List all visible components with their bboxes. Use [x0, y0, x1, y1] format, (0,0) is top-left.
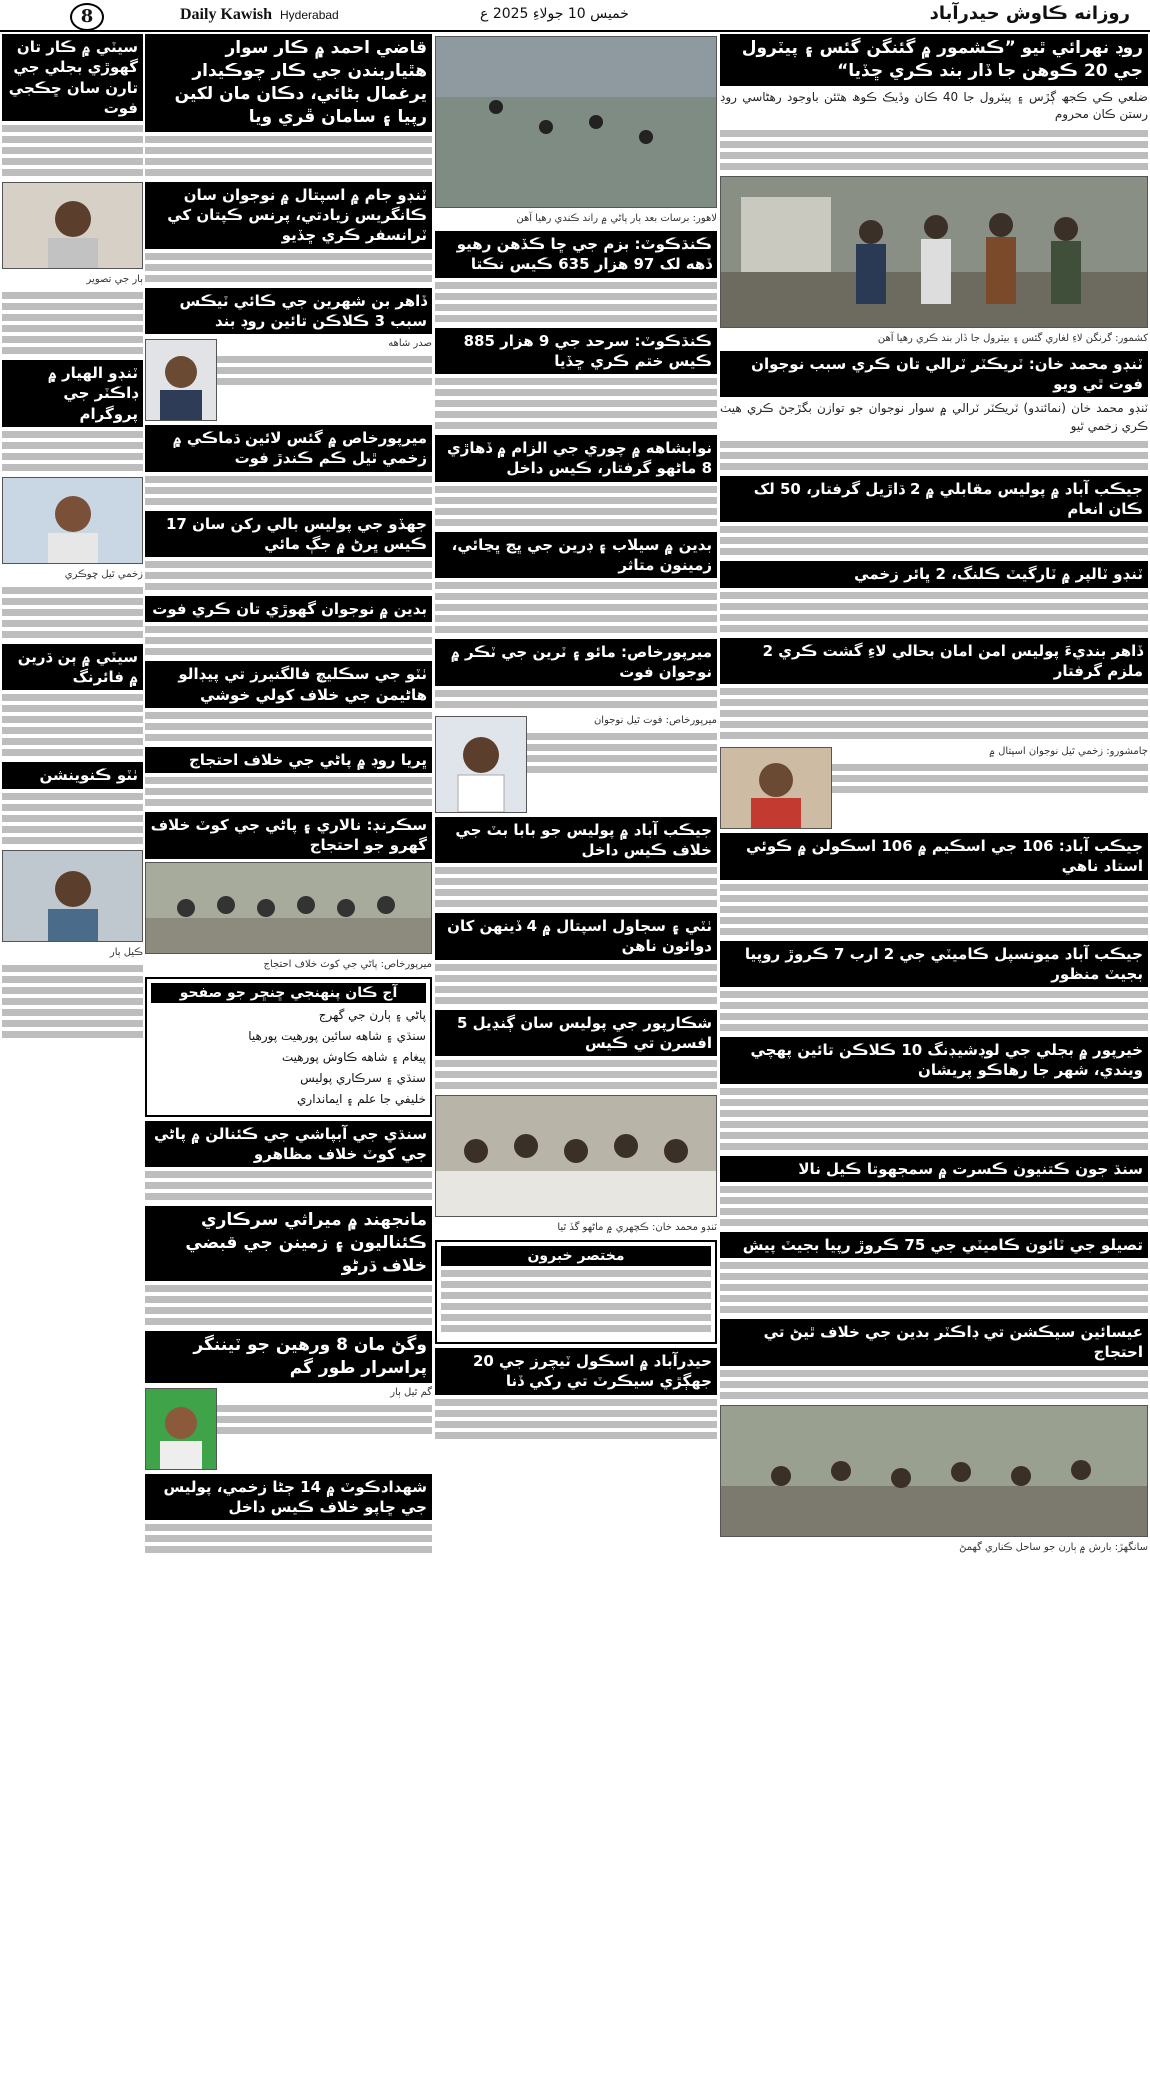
photo-caption: ميرپورخاص: فوت ٿيل نوجوان: [593, 714, 717, 726]
headline: ٽنڊو محمد خان: ٽريڪٽر ٽرالي تان ڪري سبب نوجوان فوت ٿي ويو: [720, 351, 1148, 398]
photo-caption: کشمور: گرنگن لاءِ لغاري گئس ۽ بيٽرول جا ڏار بند ڪري رهيا آهن: [877, 332, 1148, 344]
box-item: سنڌي ۽ شاهه سائين پورهيت پورهيا: [248, 1028, 426, 1043]
news-photo: [145, 862, 432, 954]
text-block: [720, 1186, 1148, 1226]
text-block: [435, 486, 717, 526]
text-block: [720, 991, 1148, 1031]
text-block: [435, 282, 717, 322]
headline: وگڻ مان 8 ورهين جو ٽيننگر پراسرار طور گم: [145, 1331, 432, 1383]
headline: ڏاهر بنديءَ پولیس امن امان بحالي لاءِ گشت ڪري 2 ملزم گرفتار: [720, 638, 1148, 685]
headline: جيڪب آباد ۾ پوليس مقابلي ۾ 2 ڌاڙيل گرفتار، 50 لک ڪان انعام: [720, 476, 1148, 523]
headline: ٽنڊو الهيار ۾ ڊاڪٽر جي پروگرام: [2, 360, 143, 427]
column-2: [435, 34, 717, 2086]
headline: ميرپورخاص ۾ گئس لائين ڌماڪي ۾ زخمي ٿيل ڪم ڪندڙ فوت: [145, 425, 432, 472]
article-text: ٽنڊو محمد خان (نمائندو) ٽريڪٽر ٽرالي ۾ سوار نوجوان جو توازن بگڙجڻ ڪري هيٺ ڪري زخمي ٿيو: [720, 401, 1148, 433]
photo-caption: گم ٿيل ٻار: [390, 1386, 432, 1398]
text-block: [435, 378, 717, 429]
headline: ڪنڌڪوٽ: سرحد جي 9 هزار 885 ڪيس ختم ڪري ڇڏيا: [435, 328, 717, 375]
headline: ڪنڌڪوٽ: بزم جي ڇا ڪڏهن رهيو ڏهه لک 97 هزار 635 ڪيس نڪتا: [435, 231, 717, 278]
text-block: [720, 884, 1148, 935]
photo-graphic: [436, 1096, 716, 1216]
news-photo: [2, 477, 143, 564]
headline: مانجهند ۾ ميراثي سرڪاري ڪئناليون ۽ زمينن جي قبضي خلاف ڌرڻو: [145, 1206, 432, 1281]
masthead: روزانه ڪاوش حيدرآباد: [929, 3, 1130, 24]
photo-graphic: [721, 177, 1147, 327]
text-block: [2, 292, 143, 354]
text-block: [435, 867, 717, 907]
photo-caption: زخمي ٿيل ڇوڪري: [64, 568, 143, 580]
headline: جهڏو جي پوليس بالي رکن سان 17 ڪيس ڀرڻ ۾ جڳ مائي: [145, 511, 432, 558]
text-block: [145, 1524, 432, 1553]
headline: تصيلو جي ٽائون ڪاميٽي جي 75 ڪروڙ رپيا بجيٽ پيش: [720, 1232, 1148, 1258]
headline: خيرپور ۾ بجلي جي لوڊشيڊنگ 10 ڪلاڪن تائين پهچي ويندي، شهر جا رهاڪو پريشان: [720, 1037, 1148, 1084]
text-block: [145, 476, 432, 505]
headline: عيسائين سيڪشن تي ڊاڪٽر بدين جي خلاف ٿيڻ تي احتجاج: [720, 1319, 1148, 1366]
text-block: [720, 592, 1148, 632]
news-photo: [435, 36, 717, 208]
headline: جيڪب آباد: 106 جي اسڪيم ۾ 106 اسڪولن ۾ ڪوئي استاد ناهي: [720, 833, 1148, 880]
headline: شهدادڪوٽ ۾ 14 ڄڻا زخمي، پوليس جي ڇاپو خلاف ڪيس داخل: [145, 1474, 432, 1521]
box-title: مختصر خبرون: [441, 1246, 711, 1266]
news-photo: [145, 339, 217, 421]
brand-latin: [180, 6, 339, 24]
text-block: [145, 136, 432, 176]
box-item: پيغام ۽ شاهه ڪاوش پورهيت: [281, 1049, 426, 1064]
text-block: [720, 526, 1148, 555]
headline: جيڪب آباد ۾ پوليس جو بابا بٽ جي خلاف ڪيس داخل: [435, 817, 717, 864]
headline: سنڌي جي آبپاشي جي ڪئنالن ۾ پاڻي جي کوٽ خلاف مظاهرو: [145, 1121, 432, 1168]
photo-graphic: [146, 340, 216, 420]
news-photo: [720, 1405, 1148, 1537]
photo-caption: ٽنڊو محمد خان: ڪچهري ۾ ماڻهو گڏ ٿيا: [557, 1222, 717, 1233]
photo-caption: ٻار جي تصوير: [86, 274, 143, 285]
text-block: [145, 777, 432, 806]
photo-graphic: [721, 1406, 1147, 1536]
text-block: [435, 964, 717, 1004]
photo-graphic: [3, 183, 142, 268]
text-block: [145, 1171, 432, 1200]
headline: ڀريا روڊ ۾ پاڻي جي خلاف احتجاج: [145, 747, 432, 773]
headline: ٺٽي ۽ سجاول اسپتال ۾ 4 ڏينهن کان دوائون ناهن: [435, 913, 717, 960]
headline: سڪرنڊ: نالاري ۽ پاڻي جي کوٽ خلاف گهرو جو احتجاج: [145, 812, 432, 859]
text-block: [435, 1060, 717, 1089]
issue-date: خميس 10 جولاءِ 2025 ع: [480, 6, 629, 22]
headline: ٺٽو جي سڪليچ فالگنيرز تي پيڊالو هاڻيمن جي خلاف کولي خوشي: [145, 661, 432, 708]
text-block: [720, 130, 1148, 170]
headline: ٽنڊو جام ۾ اسپتال ۾ نوجوان سان ڪانگريس زيادتي، پرنس ڪپتان کي ٽرانسفر ڪري ڇڏيو: [145, 182, 432, 249]
text-block: [2, 125, 143, 176]
photo-graphic: [3, 478, 142, 563]
headline: ٺٽو ڪنوينشن: [2, 762, 143, 788]
text-block: [2, 587, 143, 638]
photo-graphic: [146, 863, 431, 953]
text-block: [435, 582, 717, 633]
news-photo: [435, 716, 527, 813]
box-item: پاڻي ۽ ٻارن جي گهرج: [318, 1007, 426, 1022]
photo-caption: ڄامشورو: زخمي ٿيل نوجوان اسپتال ۾: [989, 746, 1148, 758]
news-photo: [720, 176, 1148, 328]
headline: ڏاهر بن شهرين جي ڪائي ٽيڪس سبب 3 ڪلاڪن تائين روڊ بند: [145, 288, 432, 335]
headline: سيٽي ۾ ڪار تان گهوڙي بجلي جي تارن سان ڇڪجي فوت: [2, 34, 143, 121]
box-item: سنڌي ۽ سرڪاري پوليس: [300, 1070, 426, 1085]
page-number: 8: [70, 3, 104, 31]
headline: جيڪب آباد ميونسپل ڪاميٽي جي 2 ارب 7 ڪروڙ روپيا بجيٽ منظور: [720, 941, 1148, 988]
text-block: [435, 690, 717, 708]
article-text: ضلعي ڪي ڪجھ ڳڙس ۽ پيٽرول جا 40 ڪان وڏيڪ ڪوھ هٿئن باوجود رهڻاسي روڊ رستن ڪان محروم: [720, 89, 1148, 122]
text-block: [145, 626, 432, 655]
photo-caption: ڪيل ٻار: [109, 946, 143, 958]
photo-caption: لاهور: برسات بعد ٻار پاڻي ۾ راند ڪندي رهيا آهن: [516, 213, 717, 224]
photo-caption: صدر شاهه: [388, 338, 432, 349]
text-block: [720, 1088, 1148, 1150]
photo-graphic: [436, 717, 526, 812]
text-block: [2, 965, 143, 1038]
news-photo: [2, 850, 143, 942]
news-photo: [435, 1095, 717, 1217]
news-photo: [145, 1388, 217, 1470]
brand-name: Daily Kawish: [180, 6, 273, 23]
headline: سيٽي ۾ ٻن ڌرين ۾ فائرنگ: [2, 644, 143, 691]
text-block: [2, 793, 143, 844]
text-block: [720, 1370, 1148, 1399]
photo-graphic: [721, 748, 831, 828]
box-item: خليفي جا علم ۽ ايمانداري: [297, 1091, 426, 1106]
text-block: [2, 431, 143, 471]
text-block: [720, 441, 1148, 470]
photo-caption: سانگهڙ: بارش ۾ ٻارن جو ساحل ڪناري گهمڻ: [959, 1541, 1148, 1553]
headline: ٽنڊو ٽالپر ۾ ٽارگيٽ ڪلنگ، 2 ڀائر زخمي: [720, 561, 1148, 587]
column-1: [720, 34, 1148, 2086]
headline: ميرپورخاص: مائو ۽ ٽرين جي ٽڪر ۾ نوجوان فوت: [435, 639, 717, 686]
brand-city: Hyderabad: [280, 8, 339, 22]
headline: سنڌ جون ڪتنيون ڪسرت ۾ سمجھوتا ڪيل نالا: [720, 1156, 1148, 1182]
text-block: [720, 1262, 1148, 1313]
text-block: [2, 694, 143, 756]
column-4: [2, 34, 143, 2086]
headline: روڊ نهرائي ٿيو ”ڪشمور ۾ گئنگن گئس ۽ پيٽرول جي 20 ڪوهن جا ڏار بند ڪري ڇڏيا“: [720, 34, 1148, 86]
box-title: آج ڪان پنهنجي ڇنڇر جو صفحو: [151, 983, 426, 1003]
brief-news-box: [435, 1240, 717, 1344]
headline: بدين ۾ نوجوان گهوڙي تان ڪري فوت: [145, 596, 432, 622]
photo-graphic: [436, 37, 716, 207]
text-block: [145, 712, 432, 741]
photo-graphic: [146, 1389, 216, 1469]
headline: بدين ۾ سيلاب ۽ ڊرين جي ڀڃ ڀڃائي، زمينون متاثر: [435, 532, 717, 579]
headline: حيدرآباد ۾ اسڪول ٽيچرز جي 20 جهڳڙي سيڪرٽ تي رکي ڏنا: [435, 1348, 717, 1395]
text-block: [435, 1399, 717, 1439]
page-header: [0, 0, 1150, 32]
text-block: [441, 1270, 711, 1332]
photo-caption: ميرپورخاص: پاڻي جي کوٽ خلاف احتجاج: [263, 958, 432, 970]
headline: نوابشاهه ۾ چوري جي الزام ۾ ڏهاڙي 8 ماڻهو گرفتار، ڪيس داخل: [435, 435, 717, 482]
news-photo: [2, 182, 143, 269]
photo-graphic: [3, 851, 142, 941]
text-block: [145, 561, 432, 590]
text-block: [720, 688, 1148, 739]
column-3: [145, 34, 432, 2086]
text-block: [145, 1285, 432, 1325]
news-photo: [720, 747, 832, 829]
headline: شڪارپور جي پوليس سان ڳنڍيل 5 افسرن تي ڪيس: [435, 1010, 717, 1057]
headline: قاضي احمد ۾ ڪار سوار هٿياربندن جي ڪار چوڪيدار يرغمال بڻائي، دڪان مان لکين رپيا ۽ سامان ڦري ويا: [145, 34, 432, 132]
feature-box: [145, 977, 432, 1117]
text-block: [145, 253, 432, 282]
